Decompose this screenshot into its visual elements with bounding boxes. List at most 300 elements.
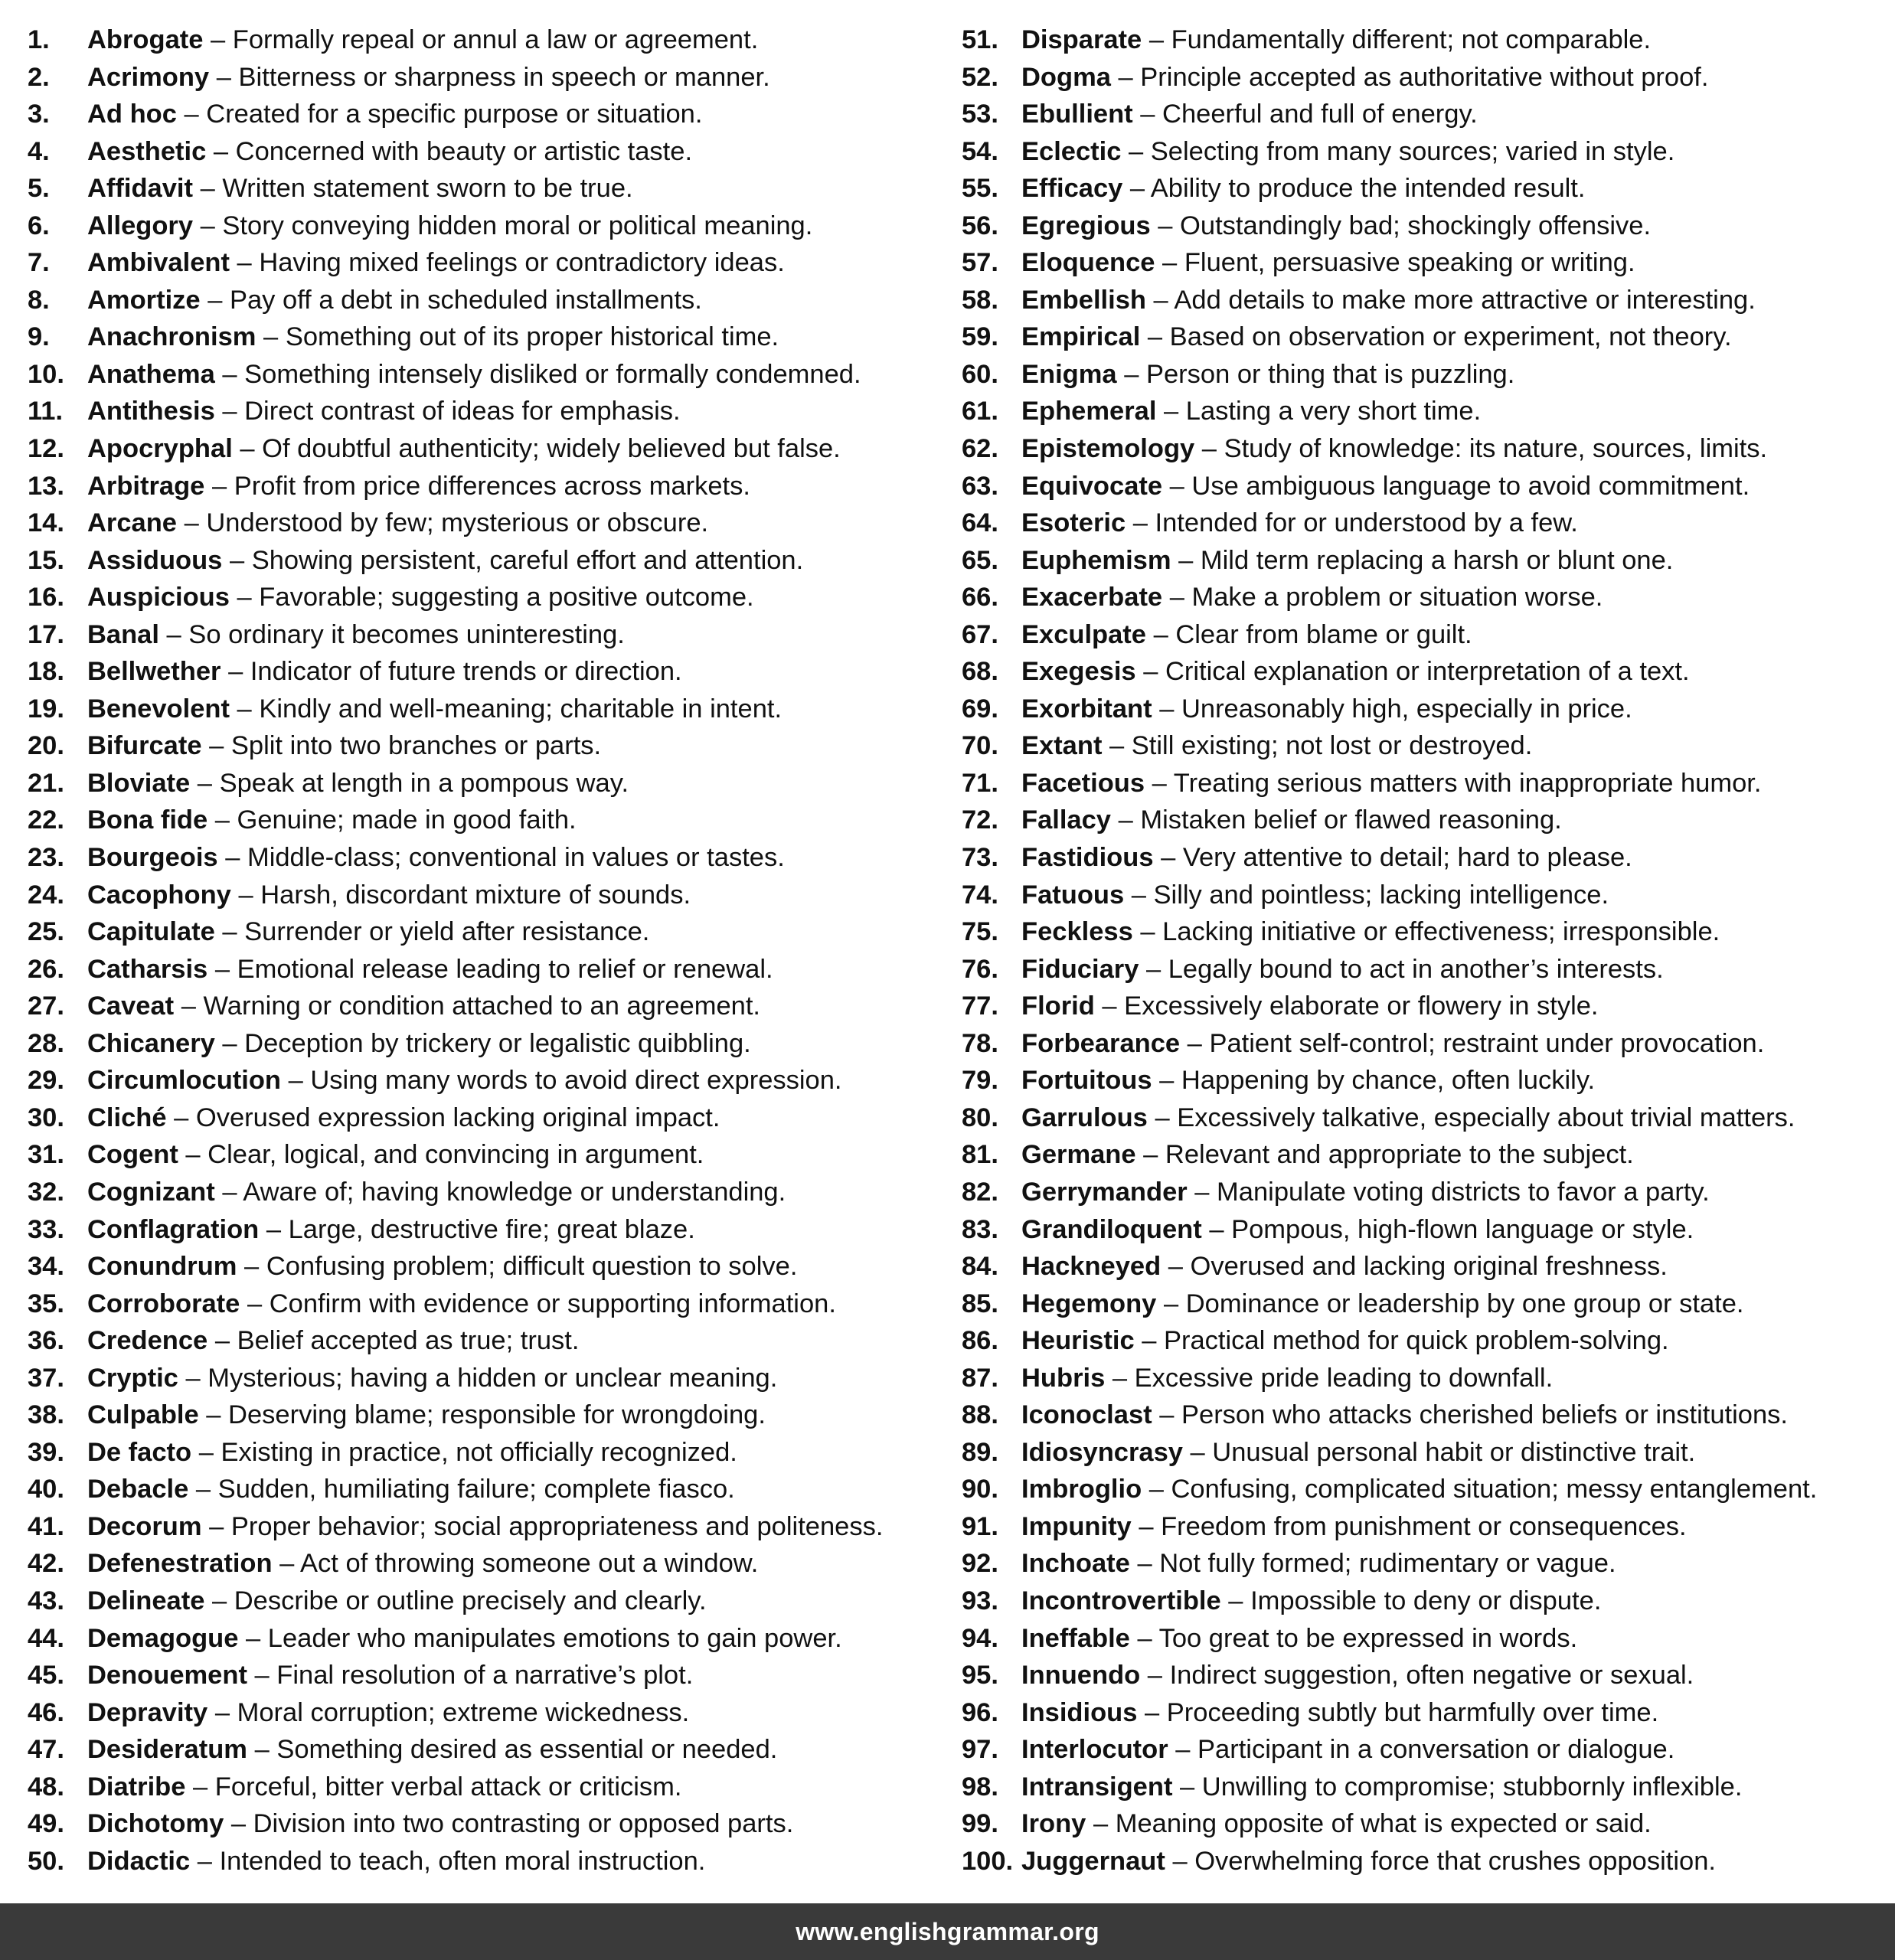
entry-definition: – Unwilling to compromise; stubbornly inflexible.: [1172, 1772, 1743, 1802]
entry-number: 33.: [28, 1214, 64, 1244]
entry-definition: – Based on observation or experiment, not theory.: [1140, 322, 1732, 352]
entry-word: Debacle: [87, 1475, 189, 1504]
entry-number: 39.: [28, 1437, 64, 1467]
vocab-entry: [28, 989, 962, 1027]
entry-word: Cogent: [87, 1140, 178, 1170]
entry-text: [87, 1213, 695, 1250]
entry-definition: – Principle accepted as authoritative without proof.: [1110, 62, 1709, 92]
entry-number: 92.: [962, 1549, 998, 1579]
entry-number: 43.: [28, 1586, 64, 1615]
entry-text: [87, 1398, 766, 1436]
entry-word: Esoteric: [1021, 508, 1126, 538]
vocab-entry: [962, 1287, 1873, 1325]
entry-word: Inchoate: [1021, 1549, 1130, 1579]
entry-definition: – Existing in practice, not officially recognized.: [191, 1437, 737, 1467]
entry-definition: – Confusing, complicated situation; messy entanglement.: [1142, 1475, 1818, 1504]
entry-word: Demagogue: [87, 1623, 239, 1653]
entry-number: 20.: [28, 731, 64, 761]
entry-word: Hackneyed: [1021, 1252, 1162, 1282]
entry-word: Conundrum: [87, 1252, 237, 1282]
entry-text: [1021, 655, 1690, 692]
entry-text: [1021, 394, 1481, 432]
vocab-entry: [28, 320, 962, 358]
entry-definition: – Something desired as essential or needed.: [247, 1735, 778, 1765]
entry-word: Banal: [87, 619, 159, 649]
entry-definition: – Relevant and appropriate to the subject.: [1135, 1140, 1634, 1170]
entry-word: Irony: [1021, 1809, 1086, 1839]
vocab-entry: [28, 1770, 962, 1808]
entry-word: Ineffable: [1021, 1623, 1130, 1653]
entry-definition: – Add details to make more attractive or interesting.: [1145, 285, 1756, 315]
entry-definition: – Patient self-control; restraint under provocation.: [1180, 1028, 1765, 1058]
vocab-entry: [28, 1063, 962, 1101]
entry-text: [87, 246, 785, 283]
vocab-entry: [28, 358, 962, 395]
entry-definition: – Make a problem or situation worse.: [1162, 583, 1603, 612]
entry-definition: – Intended to teach, often moral instruction.: [190, 1846, 706, 1876]
vocab-entry: [962, 469, 1873, 507]
vocab-entry: [962, 1472, 1873, 1510]
entry-text: [1021, 1547, 1616, 1584]
vocab-entry: [28, 729, 962, 766]
entry-definition: – Lacking initiative or effectiveness; irresponsible.: [1132, 917, 1720, 947]
entry-definition: – Deserving blame; responsible for wrongdoing.: [198, 1400, 766, 1430]
vocab-entry: [962, 841, 1873, 878]
entry-text: [87, 469, 750, 507]
entry-number: 51.: [962, 25, 998, 54]
vocab-entry: [962, 209, 1873, 247]
entry-word: Catharsis: [87, 954, 208, 984]
entry-text: [87, 23, 758, 60]
entry-number: 14.: [28, 508, 64, 538]
entry-word: Corroborate: [87, 1289, 240, 1318]
entry-text: [87, 580, 754, 618]
entry-definition: – Confusing problem; difficult question to solve.: [237, 1252, 798, 1282]
entry-word: Anachronism: [87, 322, 256, 352]
entry-number: 36.: [28, 1326, 64, 1356]
vocab-entry: [28, 692, 962, 730]
entry-word: Cryptic: [87, 1363, 178, 1393]
entry-word: Efficacy: [1021, 174, 1123, 204]
entry-number: 7.: [28, 248, 50, 278]
entry-number: 31.: [28, 1140, 64, 1170]
vocab-entry: [962, 655, 1873, 692]
vocab-entry: [28, 209, 962, 247]
entry-definition: – Formally repeal or annul a law or agreement.: [203, 25, 759, 54]
vocab-entry: [962, 692, 1873, 730]
entry-number: 47.: [28, 1735, 64, 1765]
entry-text: [1021, 172, 1585, 209]
entry-word: Ebullient: [1021, 100, 1133, 129]
entry-definition: – Confirm with evidence or supporting information.: [240, 1289, 836, 1318]
entry-text: [87, 135, 692, 172]
entry-word: Fastidious: [1021, 843, 1154, 873]
entry-number: 90.: [962, 1475, 998, 1504]
entry-number: 99.: [962, 1809, 998, 1839]
right-column: [962, 23, 1873, 1881]
entry-definition: – Selecting from many sources; varied in style.: [1121, 136, 1675, 166]
entry-number: 77.: [962, 991, 998, 1021]
entry-definition: – Practical method for quick problem-solving.: [1134, 1326, 1669, 1356]
entry-word: Bourgeois: [87, 843, 218, 873]
entry-number: 64.: [962, 508, 998, 538]
vocab-entry: [962, 1770, 1873, 1808]
entry-text: [1021, 803, 1562, 841]
entry-text: [87, 766, 629, 804]
vocab-entry: [28, 1436, 962, 1473]
entry-text: [1021, 989, 1599, 1027]
vocab-entry: [28, 432, 962, 469]
entry-word: Ambivalent: [87, 248, 230, 278]
entry-text: [87, 60, 770, 98]
entry-word: Caveat: [87, 991, 175, 1021]
entry-number: 53.: [962, 100, 998, 129]
entry-text: [1021, 432, 1767, 469]
vocab-entry: [962, 172, 1873, 209]
vocab-entry: [962, 729, 1873, 766]
vocab-entry: [28, 655, 962, 692]
entry-text: [1021, 469, 1750, 507]
entry-word: Antithesis: [87, 397, 215, 426]
entry-word: Empirical: [1021, 322, 1141, 352]
entry-word: Incontrovertible: [1021, 1586, 1221, 1615]
entry-definition: – Kindly and well-meaning; charitable in intent.: [229, 694, 783, 724]
entry-definition: – Final resolution of a narrative’s plot.: [247, 1661, 694, 1690]
vocab-entry: [962, 135, 1873, 172]
entry-word: Equivocate: [1021, 471, 1163, 501]
entry-number: 57.: [962, 248, 998, 278]
entry-word: Didactic: [87, 1846, 191, 1876]
entry-number: 46.: [28, 1697, 64, 1727]
entry-text: [1021, 618, 1472, 655]
entry-text: [1021, 1510, 1687, 1547]
vocab-entry: [962, 1622, 1873, 1659]
vocab-entry: [962, 915, 1873, 952]
vocab-entry: [28, 506, 962, 544]
entry-number: 30.: [28, 1102, 64, 1132]
vocab-entry: [28, 580, 962, 618]
entry-definition: – Something intensely disliked or formally condemned.: [214, 359, 861, 389]
entry-definition: – Unusual personal habit or distinctive trait.: [1182, 1437, 1696, 1467]
vocab-entry: [28, 544, 962, 581]
entry-number: 60.: [962, 359, 998, 389]
vocab-entry: [28, 1510, 962, 1547]
entry-number: 41.: [28, 1511, 64, 1541]
vocab-entry: [962, 1063, 1873, 1101]
entry-number: 85.: [962, 1289, 998, 1318]
entry-text: [87, 1733, 777, 1770]
entry-number: 61.: [962, 397, 998, 426]
entry-definition: – Direct contrast of ideas for emphasis.: [214, 397, 681, 426]
entry-word: Diatribe: [87, 1772, 186, 1802]
entry-word: Amortize: [87, 285, 201, 315]
entry-text: [1021, 1250, 1668, 1287]
vocab-entry: [28, 394, 962, 432]
vocab-entry: [962, 1175, 1873, 1213]
vocab-entry: [28, 1138, 962, 1175]
entry-text: [1021, 135, 1674, 172]
entry-text: [87, 358, 861, 395]
entry-text: [1021, 1398, 1788, 1436]
entry-definition: – Concerned with beauty or artistic taste.: [206, 136, 693, 166]
entry-definition: – Leader who manipulates emotions to gain power.: [238, 1623, 842, 1653]
entry-number: 19.: [28, 694, 64, 724]
entry-definition: – Emotional release leading to relief or renewal.: [207, 954, 773, 984]
vocab-entry: [28, 915, 962, 952]
entry-definition: – Use ambiguous language to avoid commitment.: [1162, 471, 1750, 501]
entry-word: Auspicious: [87, 583, 230, 612]
entry-number: 80.: [962, 1102, 998, 1132]
entry-number: 74.: [962, 880, 998, 910]
entry-number: 96.: [962, 1697, 998, 1727]
vocab-entry: [962, 394, 1873, 432]
entry-number: 87.: [962, 1363, 998, 1393]
entry-number: 73.: [962, 843, 998, 873]
entry-number: 76.: [962, 954, 998, 984]
entry-text: [1021, 1175, 1710, 1213]
entry-word: Exculpate: [1021, 619, 1146, 649]
vocab-entry: [962, 580, 1873, 618]
entry-definition: – Describe or outline precisely and clearly.: [204, 1586, 707, 1615]
entry-text: [1021, 766, 1761, 804]
vocab-entry: [962, 803, 1873, 841]
entry-word: Imbroglio: [1021, 1475, 1142, 1504]
entry-text: [1021, 692, 1632, 730]
entry-number: 10.: [28, 359, 64, 389]
vocab-entry: [962, 432, 1873, 469]
entry-number: 50.: [28, 1846, 64, 1876]
entry-word: Iconoclast: [1021, 1400, 1152, 1430]
entry-definition: – Pay off a debt in scheduled installments.: [200, 285, 702, 315]
entry-word: Decorum: [87, 1511, 202, 1541]
entry-number: 4.: [28, 136, 50, 166]
entry-text: [1021, 246, 1635, 283]
entry-text: [87, 1250, 797, 1287]
entry-text: [87, 729, 601, 766]
entry-definition: – Participant in a conversation or dialogue.: [1168, 1735, 1675, 1765]
entry-word: Heuristic: [1021, 1326, 1135, 1356]
entry-word: Fiduciary: [1021, 954, 1139, 984]
entry-number: 49.: [28, 1809, 64, 1839]
entry-text: [1021, 841, 1632, 878]
entry-number: 63.: [962, 471, 998, 501]
entry-word: Impunity: [1021, 1511, 1132, 1541]
vocab-entry: [962, 246, 1873, 283]
entry-number: 75.: [962, 917, 998, 947]
entry-word: Allegory: [87, 211, 194, 240]
footer-bar: [0, 1903, 1895, 1960]
entry-word: Benevolent: [87, 694, 230, 724]
entry-definition: – Too great to be expressed in words.: [1129, 1623, 1578, 1653]
entry-text: [87, 209, 812, 247]
vocab-entry: [28, 1101, 962, 1138]
entry-word: Intransigent: [1021, 1772, 1173, 1802]
entry-text: [1021, 60, 1708, 98]
vocabulary-list: [28, 23, 1873, 1881]
entry-word: Grandiloquent: [1021, 1214, 1202, 1244]
entry-number: 70.: [962, 731, 998, 761]
entry-text: [87, 841, 785, 878]
entry-definition: – Having mixed feelings or contradictory ideas.: [229, 248, 785, 278]
entry-text: [1021, 729, 1532, 766]
entry-definition: – Lasting a very short time.: [1156, 397, 1482, 426]
entry-word: Acrimony: [87, 62, 210, 92]
vocab-entry: [962, 618, 1873, 655]
entry-text: [87, 1138, 704, 1175]
vocab-entry: [962, 766, 1873, 804]
entry-word: Bloviate: [87, 768, 191, 798]
entry-definition: – Clear from blame or guilt.: [1145, 619, 1472, 649]
entry-text: [1021, 1436, 1695, 1473]
entry-number: 34.: [28, 1252, 64, 1282]
entry-number: 91.: [962, 1511, 998, 1541]
entry-number: 84.: [962, 1252, 998, 1282]
entry-definition: – Something out of its proper historical time.: [256, 322, 779, 352]
vocab-entry: [962, 878, 1873, 916]
entry-definition: – Critical explanation or interpretation of a text.: [1135, 657, 1690, 687]
entry-definition: – Profit from price differences across markets.: [204, 471, 750, 501]
entry-definition: – Act of throwing someone out a window.: [272, 1549, 759, 1579]
entry-word: Forbearance: [1021, 1028, 1181, 1058]
vocab-entry: [28, 1175, 962, 1213]
entry-number: 23.: [28, 843, 64, 873]
entry-number: 93.: [962, 1586, 998, 1615]
entry-definition: – Person who attacks cherished beliefs or institutions.: [1152, 1400, 1788, 1430]
entry-word: Cognizant: [87, 1177, 215, 1207]
entry-word: Dichotomy: [87, 1809, 224, 1839]
entry-definition: – Using many words to avoid direct expression.: [281, 1066, 842, 1096]
entry-number: 28.: [28, 1028, 64, 1058]
entry-text: [1021, 1101, 1795, 1138]
entry-word: Extant: [1021, 731, 1103, 761]
entry-word: Ad hoc: [87, 100, 177, 129]
entry-number: 65.: [962, 545, 998, 575]
entry-text: [87, 1436, 737, 1473]
entry-word: Hegemony: [1021, 1289, 1157, 1318]
entry-definition: – Large, destructive fire; great blaze.: [259, 1214, 695, 1244]
entry-number: 13.: [28, 471, 64, 501]
entry-definition: – Excessively talkative, especially about trivial matters.: [1147, 1102, 1795, 1132]
vocab-entry: [28, 97, 962, 135]
entry-number: 44.: [28, 1623, 64, 1653]
entry-text: [87, 655, 682, 692]
entry-definition: – Intended for or understood by a few.: [1126, 508, 1578, 538]
entry-word: Hubris: [1021, 1363, 1106, 1393]
entry-word: Egregious: [1021, 211, 1151, 240]
vocab-entry: [962, 1584, 1873, 1622]
entry-word: Insidious: [1021, 1697, 1138, 1727]
entry-word: Arcane: [87, 508, 177, 538]
entry-definition: – Not fully formed; rudimentary or vague.: [1129, 1549, 1616, 1579]
entry-text: [87, 1361, 777, 1399]
entry-word: Depravity: [87, 1697, 208, 1727]
entry-definition: – Aware of; having knowledge or understanding.: [214, 1177, 786, 1207]
entry-definition: – Written statement sworn to be true.: [193, 174, 633, 204]
entry-definition: – Deception by trickery or legalistic quibbling.: [214, 1028, 751, 1058]
entry-definition: – Pompous, high-flown language or style.: [1201, 1214, 1694, 1244]
entry-number: 35.: [28, 1289, 64, 1318]
entry-definition: – Proceeding subtly but harmfully over time.: [1137, 1697, 1659, 1727]
entry-definition: – Impossible to deny or dispute.: [1220, 1586, 1602, 1615]
vocab-entry: [28, 1213, 962, 1250]
entry-number: 62.: [962, 434, 998, 464]
entry-text: [1021, 1584, 1601, 1622]
entry-number: 27.: [28, 991, 64, 1021]
entry-word: Anathema: [87, 359, 215, 389]
entry-definition: – Study of knowledge: its nature, sources, limits.: [1194, 434, 1768, 464]
entry-word: Interlocutor: [1021, 1735, 1168, 1765]
vocab-entry: [28, 1658, 962, 1696]
entry-number: 2.: [28, 62, 50, 92]
entry-word: Eloquence: [1021, 248, 1155, 278]
entry-number: 82.: [962, 1177, 998, 1207]
entry-number: 26.: [28, 954, 64, 984]
entry-word: Abrogate: [87, 25, 204, 54]
entry-word: Florid: [1021, 991, 1095, 1021]
vocab-entry: [28, 23, 962, 60]
vocab-entry: [28, 1622, 962, 1659]
entry-text: [1021, 952, 1664, 990]
vocab-entry: [962, 989, 1873, 1027]
left-column: [28, 23, 962, 1881]
entry-text: [87, 1175, 786, 1213]
entry-definition: – Person or thing that is puzzling.: [1116, 359, 1515, 389]
entry-text: [87, 1807, 793, 1844]
vocab-entry: [28, 1027, 962, 1064]
entry-text: [87, 432, 841, 469]
entry-text: [1021, 878, 1609, 916]
entry-word: Arbitrage: [87, 471, 205, 501]
vocab-entry: [28, 1807, 962, 1844]
entry-text: [87, 1063, 842, 1101]
entry-definition: – Happening by chance, often luckily.: [1152, 1066, 1596, 1096]
entry-number: 17.: [28, 619, 64, 649]
entry-number: 86.: [962, 1326, 998, 1356]
entry-definition: – Still existing; not lost or destroyed.: [1102, 731, 1533, 761]
entry-word: Cacophony: [87, 880, 231, 910]
vocab-entry: [28, 135, 962, 172]
entry-definition: – Very attentive to detail; hard to please.: [1153, 843, 1632, 873]
entry-word: Feckless: [1021, 917, 1133, 947]
entry-number: 79.: [962, 1066, 998, 1096]
entry-word: Idiosyncrasy: [1021, 1437, 1183, 1467]
entry-definition: – Indirect suggestion, often negative or sexual.: [1140, 1661, 1694, 1690]
entry-number: 94.: [962, 1623, 998, 1653]
vocab-entry: [28, 1696, 962, 1733]
entry-number: 83.: [962, 1214, 998, 1244]
vocab-entry: [28, 803, 962, 841]
entry-definition: – Outstandingly bad; shockingly offensive.: [1150, 211, 1652, 240]
entry-definition: – Unreasonably high, especially in price.: [1152, 694, 1632, 724]
entry-number: 38.: [28, 1400, 64, 1430]
entry-word: Exacerbate: [1021, 583, 1163, 612]
vocab-entry: [28, 172, 962, 209]
entry-word: Eclectic: [1021, 136, 1122, 166]
entry-text: [1021, 1696, 1658, 1733]
vocab-entry: [962, 1398, 1873, 1436]
entry-number: 98.: [962, 1772, 998, 1802]
vocab-entry: [962, 358, 1873, 395]
entry-number: 25.: [28, 917, 64, 947]
vocab-entry: [28, 952, 962, 990]
entry-text: [87, 952, 773, 990]
entry-text: [1021, 1287, 1744, 1325]
vocab-entry: [28, 1398, 962, 1436]
vocab-entry: [28, 283, 962, 321]
entry-definition: – Manipulate voting districts to favor a party.: [1187, 1177, 1710, 1207]
vocab-entry: [962, 1510, 1873, 1547]
vocab-entry: [962, 1436, 1873, 1473]
